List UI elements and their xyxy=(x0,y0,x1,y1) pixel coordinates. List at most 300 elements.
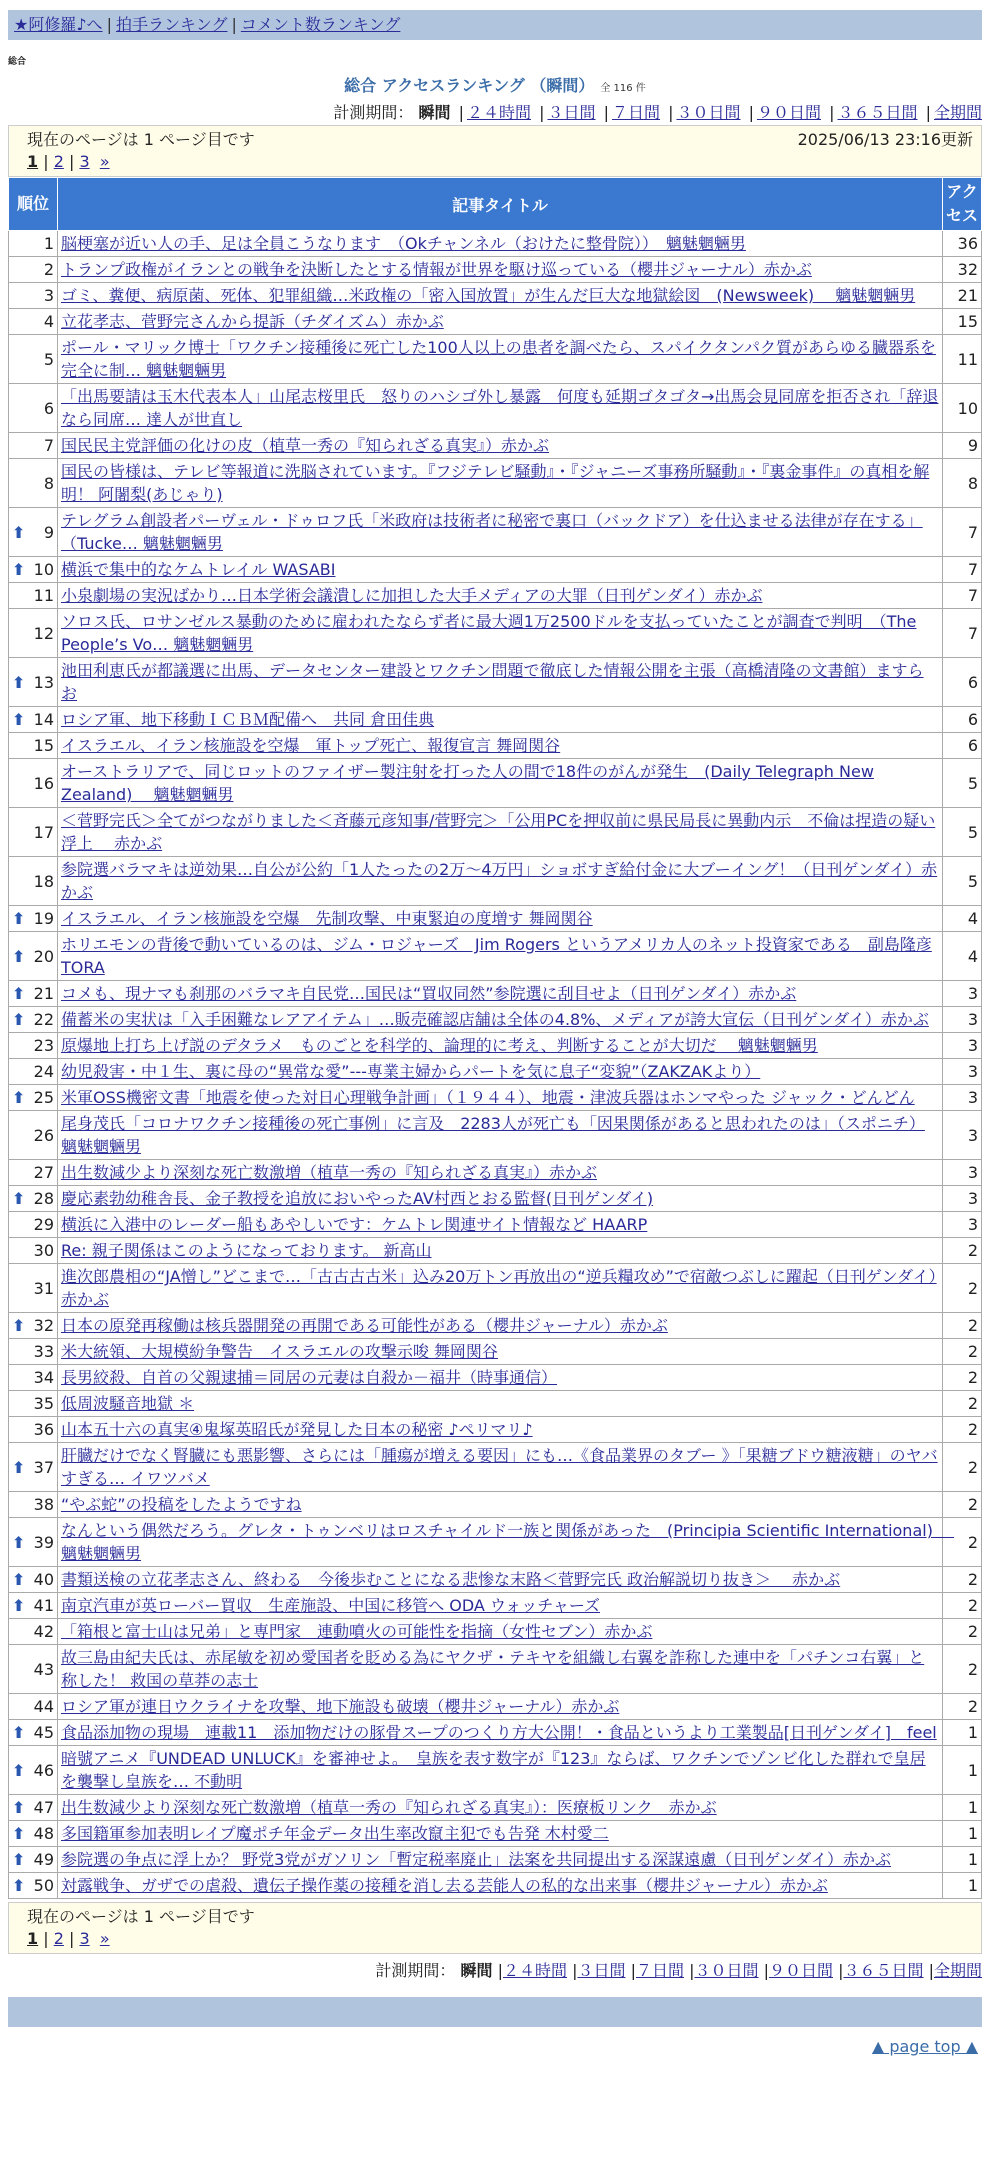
article-link[interactable]: 横浜に入港中のレーダー船もあやしいです：ケムトレ関連サイト情報など HAARP xyxy=(61,1215,648,1234)
table-row xyxy=(9,1645,982,1694)
access-count: 1 xyxy=(943,1847,982,1873)
rank-number: 16 xyxy=(33,773,54,793)
access-count: 3 xyxy=(943,1033,982,1059)
title-cell xyxy=(58,1186,943,1212)
access-count: 21 xyxy=(943,283,982,309)
rank-number: 26 xyxy=(33,1125,54,1145)
access-count: 5 xyxy=(943,808,982,857)
rank-number: 1 xyxy=(43,234,54,253)
period-current: 瞬間 xyxy=(418,103,451,122)
article-link[interactable]: テレグラム創設者パーヴェル・ドゥロフ氏「米政府は技術者に秘密で裏口（バックドア）を仕込ませる法律が存在する」（Tucke… 魑魅魍魎男 xyxy=(61,511,923,553)
rank-cell xyxy=(9,808,58,857)
arrow-up-icon: ⬆ xyxy=(12,1798,26,1817)
rank-number: 40 xyxy=(33,1570,54,1589)
home-link[interactable]: ★阿修羅♪へ xyxy=(14,15,103,34)
period-option[interactable]: ２４時間 xyxy=(466,103,531,122)
rank-cell xyxy=(9,1313,58,1339)
access-count: 10 xyxy=(943,384,982,433)
rank-number: 35 xyxy=(33,1394,54,1413)
table-row xyxy=(9,1417,982,1443)
title-cell xyxy=(58,1160,943,1186)
arrow-up-icon: ⬆ xyxy=(12,1876,26,1895)
period-option[interactable]: ７日間 xyxy=(635,1961,684,1980)
arrow-up-icon: ⬆ xyxy=(12,1723,26,1742)
article-link[interactable]: 慶応素勃幼稚舎長、金子教授を追放においやったAV村西とおる監督(日刊ゲンダイ) xyxy=(61,1189,654,1208)
rank-cell xyxy=(9,309,58,335)
article-link[interactable]: ゴミ、糞便、病原菌、死体、犯罪組織…米政権の「密入国放置」が生んだ巨大な地獄絵図 (Newsweek) 魑魅魍魎男 xyxy=(61,286,916,305)
pager-next[interactable]: » xyxy=(99,1929,110,1948)
title-cell xyxy=(58,1720,943,1746)
title-cell xyxy=(58,433,943,459)
rank-cell xyxy=(9,1593,58,1619)
rank-cell xyxy=(9,1746,58,1795)
article-link[interactable]: 「出馬要請は玉木代表本人」山尾志桜里氏 怒りのハシゴ外し暴露 何度も延期ゴタゴタ→出馬会見同席を拒否され「辞退なら同席… 達人が世直し xyxy=(61,387,939,429)
pager: 1 | 2 | 3 » xyxy=(27,1929,110,1948)
title-cell xyxy=(58,1873,943,1899)
table-row xyxy=(9,1391,982,1417)
article-link[interactable]: ホリエモンの背後で動いているのは、ジム・ロジャーズ Jim Rogers というアメリカ人のネット投資家である 副島隆彦 TORA xyxy=(61,935,932,977)
table-row xyxy=(9,231,982,257)
article-link[interactable]: 参院選の争点に浮上か？ 野党3党がガソリン「暫定税率廃止」法案を共同提出する深謀遠慮（日刊ゲンダイ）赤かぶ xyxy=(61,1850,891,1869)
access-count: 2 xyxy=(943,1417,982,1443)
table-row xyxy=(9,707,982,733)
rank-number: 30 xyxy=(33,1241,54,1260)
article-link[interactable]: 「箱根と富士山は兄弟」と専門家 連動噴火の可能性を指摘（女性セブン）赤かぶ xyxy=(61,1622,653,1641)
article-link[interactable]: 備蓄米の実状は「入手困難なレアアイテム」…販売確認店舗は全体の4.8%、メディアが誇大宣伝（日刊ゲンダイ）赤かぶ xyxy=(61,1010,929,1029)
arrow-up-icon: ⬆ xyxy=(12,1189,26,1208)
rank-cell xyxy=(9,1160,58,1186)
article-link[interactable]: 出生数減少より深刻な死亡数激増（植草一秀の『知られざる真実』）赤かぶ xyxy=(61,1163,598,1182)
article-link[interactable]: 進次郎農相の“JA憎し”どこまで…「古古古古米」込み20万トン再放出の“逆兵糧攻め”で宿敵つぶしに躍起（日刊ゲンダイ）赤かぶ xyxy=(61,1267,937,1309)
title-cell xyxy=(58,906,943,932)
page-top-link[interactable]: ▲ page top ▲ xyxy=(871,2037,978,2056)
table-row xyxy=(9,1238,982,1264)
article-link[interactable]: 横浜で集中的なケムトレイル WASABI xyxy=(61,560,336,579)
article-link[interactable]: 低周波騒音地獄 ＊ xyxy=(61,1394,195,1413)
table-row xyxy=(9,583,982,609)
pager-link[interactable]: 3 xyxy=(79,152,90,171)
table-row xyxy=(9,1619,982,1645)
title-cell xyxy=(58,557,943,583)
nav-separator: | xyxy=(231,15,237,34)
article-link[interactable]: 肝臓だけでなく腎臓にも悪影響、さらには「腫瘍が増える要因」にも…《食品業界のタブー 》「果糖ブドウ糖液糖」のヤバすぎる… イワツバメ xyxy=(61,1446,938,1488)
access-count: 6 xyxy=(943,707,982,733)
page-title: 総合 アクセスランキング （瞬間） xyxy=(344,76,595,95)
rank-number: 36 xyxy=(33,1420,54,1439)
access-count: 3 xyxy=(943,1085,982,1111)
rank-cell xyxy=(9,1212,58,1238)
table-row xyxy=(9,309,982,335)
table-row xyxy=(9,1518,982,1567)
access-count: 2 xyxy=(943,1264,982,1313)
rank-cell xyxy=(9,257,58,283)
title-cell xyxy=(58,1645,943,1694)
period-option[interactable]: ７日間 xyxy=(611,103,660,122)
access-count: 5 xyxy=(943,857,982,906)
period-current: 瞬間 xyxy=(460,1961,493,1980)
title-cell xyxy=(58,1085,943,1111)
title-cell xyxy=(58,1264,943,1313)
table-row xyxy=(9,1160,982,1186)
title-cell xyxy=(58,231,943,257)
table-row xyxy=(9,508,982,557)
title-cell xyxy=(58,583,943,609)
period-option[interactable]: ９０日間 xyxy=(768,1961,833,1980)
table-row xyxy=(9,1313,982,1339)
table-row xyxy=(9,808,982,857)
comment-ranking-link[interactable]: コメント数ランキング xyxy=(240,15,401,34)
title-cell xyxy=(58,1593,943,1619)
rank-number: 50 xyxy=(33,1876,54,1895)
rank-number: 29 xyxy=(33,1215,54,1234)
footer-bar xyxy=(8,1997,982,2027)
table-row xyxy=(9,1264,982,1313)
rank-number: 45 xyxy=(33,1723,54,1742)
applause-ranking-link[interactable]: 拍手ランキング xyxy=(115,15,228,34)
ranking-table xyxy=(8,177,982,1899)
rank-number: 49 xyxy=(33,1850,54,1869)
rank-cell xyxy=(9,508,58,557)
pager-current: 1 xyxy=(27,1929,39,1948)
title-cell xyxy=(58,384,943,433)
rank-cell xyxy=(9,1365,58,1391)
rank-cell xyxy=(9,231,58,257)
updated-timestamp: 2025/06/13 23:16更新 xyxy=(797,130,973,149)
article-link[interactable]: 尾身茂氏「コロナワクチン接種後の死亡事例」に言及 2283人が死亡も「因果関係があると思われたのは」（スポニチ）魑魅魍魎男 xyxy=(61,1114,925,1156)
table-row xyxy=(9,1443,982,1492)
access-count: 2 xyxy=(943,1567,982,1593)
access-count: 7 xyxy=(943,609,982,658)
rank-header: 順位 xyxy=(9,178,58,231)
article-link[interactable]: 山本五十六の真実④鬼塚英昭氏が発見した日本の秘密 ♪ペリマリ♪ xyxy=(61,1420,533,1439)
arrow-up-icon: ⬆ xyxy=(12,1088,26,1107)
pager-next[interactable]: » xyxy=(99,152,110,171)
title-cell xyxy=(58,808,943,857)
rank-number: 31 xyxy=(33,1278,54,1298)
article-link[interactable]: トランプ政権がイランとの戦争を決断したとする情報が世界を駆け巡っている（櫻井ジャーナル）赤かぶ xyxy=(61,260,812,279)
rank-cell xyxy=(9,707,58,733)
rank-cell xyxy=(9,1417,58,1443)
access-count: 6 xyxy=(943,658,982,707)
article-link[interactable]: ロシア軍が連日ウクライナを攻撃、地下施設も破壊（櫻井ジャーナル）赤かぶ xyxy=(61,1697,620,1716)
rank-cell xyxy=(9,1007,58,1033)
pager: 1 | 2 | 3 » xyxy=(27,152,110,171)
article-link[interactable]: ＜菅野完氏＞全てがつながりました＜斉藤元彦知事/菅野完＞「公用PCを押収前に県民局長に異動内示 不倫は捏造の疑い浮上 赤かぶ xyxy=(61,811,936,853)
table-row xyxy=(9,459,982,508)
rank-number: 43 xyxy=(33,1659,54,1679)
table-header-row xyxy=(9,178,982,231)
title-cell xyxy=(58,1619,943,1645)
access-count: 36 xyxy=(943,231,982,257)
period-option[interactable]: ３６５日間 xyxy=(843,1961,924,1980)
arrow-up-icon: ⬆ xyxy=(12,522,26,542)
rank-cell xyxy=(9,1085,58,1111)
access-count: 2 xyxy=(943,1391,982,1417)
rank-number: 32 xyxy=(33,1316,54,1335)
access-count: 6 xyxy=(943,733,982,759)
page xyxy=(8,10,982,2056)
table-row xyxy=(9,335,982,384)
access-count: 3 xyxy=(943,1007,982,1033)
title-cell xyxy=(58,309,943,335)
table-row xyxy=(9,1746,982,1795)
rank-number: 25 xyxy=(33,1088,54,1107)
rank-number: 41 xyxy=(33,1596,54,1615)
table-row xyxy=(9,981,982,1007)
article-link[interactable]: 国民の皆様は、テレビ等報道に洗脳されています。『フジテレビ騒動』・『ジャニーズ事務所騒動』・『裏金事件』の真相を解明！ 阿闍梨(あじゃり) xyxy=(61,462,930,504)
arrow-up-icon: ⬆ xyxy=(12,560,26,579)
rank-cell xyxy=(9,583,58,609)
table-row xyxy=(9,1059,982,1085)
article-link[interactable]: 故三島由紀夫氏は、赤尾敏を初め愛国者を貶める為にヤクザ・テキヤを組織し右翼を詐称した連中を「パチンコ右翼」と称した！ 救国の草莽の志士 xyxy=(61,1648,925,1690)
rank-number: 3 xyxy=(43,286,54,305)
access-count: 7 xyxy=(943,583,982,609)
arrow-up-icon: ⬆ xyxy=(12,1532,26,1552)
rank-cell xyxy=(9,1264,58,1313)
arrow-up-icon: ⬆ xyxy=(12,1570,26,1589)
access-count: 8 xyxy=(943,459,982,508)
table-row xyxy=(9,1873,982,1899)
rank-cell xyxy=(9,1795,58,1821)
article-link[interactable]: 池田利恵氏が都議選に出馬、データセンター建設とワクチン問題で徹底した情報公開を主張（高橋清隆の文書館）ますらお xyxy=(61,661,924,703)
article-link[interactable]: 参院選バラマキは逆効果…自公が公約「1人たったの2万～4万円」ショボすぎ給付金に大ブーイング！（日刊ゲンダイ）赤かぶ xyxy=(61,860,938,902)
title-cell xyxy=(58,1518,955,1567)
current-page-text: 現在のページは 1 ページ目です xyxy=(27,1907,255,1926)
article-link[interactable]: 米軍OSS機密文書「地震を使った対日心理戦争計画」（１９４４）、地震・津波兵器はホンマやった ジャック・どんどん xyxy=(61,1088,915,1107)
rank-number: 46 xyxy=(33,1760,54,1780)
access-count: 1 xyxy=(943,1746,982,1795)
page-heading xyxy=(8,73,982,96)
period-selector-bottom: 計測期間： 瞬間 |２４時間 |３日間 |７日間 |３０日間 |９０日間 |３６５日間 |全期間 xyxy=(375,1961,982,1980)
access-count: 2 xyxy=(943,1593,982,1619)
table-row xyxy=(9,1339,982,1365)
title-cell xyxy=(58,759,943,808)
period-option[interactable]: ３０日間 xyxy=(676,103,741,122)
period-option[interactable]: ３日間 xyxy=(547,103,596,122)
rank-cell xyxy=(9,1111,58,1160)
rank-cell xyxy=(9,1186,58,1212)
article-link[interactable]: 小泉劇場の実況ばかり…日本学術会議潰しに加担した大手メディアの大罪（日刊ゲンダイ）赤かぶ xyxy=(61,586,763,605)
rank-number: 7 xyxy=(43,436,54,455)
article-link[interactable]: 多国籍軍参加表明レイプ魔ポチ年金データ出生率改竄主犯でも告発 木村愛二 xyxy=(61,1824,609,1843)
article-link[interactable]: イスラエル、イラン核施設を空爆 先制攻撃、中東緊迫の度増す 舞岡関谷 xyxy=(61,909,593,928)
article-link[interactable]: 米大統領、大規模紛争警告 イスラエルの攻撃示唆 舞岡関谷 xyxy=(61,1342,498,1361)
title-cell xyxy=(58,981,943,1007)
title-cell xyxy=(58,335,943,384)
pager-link[interactable]: 3 xyxy=(79,1929,90,1948)
rank-number: 22 xyxy=(33,1010,54,1029)
article-link[interactable]: 幼児殺害・中１生、裏に母の“異常な愛”---専業主婦からパートを気に息子“変貌”（ZAKZAKより） xyxy=(61,1062,761,1081)
table-row xyxy=(9,1085,982,1111)
rank-number: 42 xyxy=(33,1622,54,1641)
title-cell xyxy=(58,1391,943,1417)
rank-cell xyxy=(9,609,58,658)
access-count: 2 xyxy=(943,1443,982,1492)
rank-cell xyxy=(9,932,58,981)
table-row xyxy=(9,283,982,309)
rank-cell xyxy=(9,1339,58,1365)
article-link[interactable]: 書類送検の立花孝志さん、終わる 今後歩むことになる悲惨な末路＜菅野完氏 政治解説切り抜き＞ 赤かぶ xyxy=(61,1570,841,1589)
arrow-up-icon: ⬆ xyxy=(12,984,26,1003)
access-count: 1 xyxy=(943,1873,982,1899)
title-cell xyxy=(58,1111,943,1160)
title-cell xyxy=(58,1821,943,1847)
article-link[interactable]: 出生数減少より深刻な死亡数激増（植草一秀の『知られざる真実』）：医療板リンク 赤かぶ xyxy=(61,1798,717,1817)
title-header: 記事タイトル xyxy=(58,178,943,231)
title-cell xyxy=(58,857,943,906)
title-cell xyxy=(58,733,943,759)
rank-cell xyxy=(9,981,58,1007)
rank-number: 14 xyxy=(33,710,54,729)
rank-number: 17 xyxy=(33,822,54,842)
title-cell xyxy=(58,257,943,283)
nav-separator: | xyxy=(106,15,112,34)
arrow-up-icon: ⬆ xyxy=(12,1760,26,1780)
rank-cell xyxy=(9,1492,58,1518)
access-count: 3 xyxy=(943,981,982,1007)
title-cell xyxy=(58,1417,943,1443)
access-count: 3 xyxy=(943,1160,982,1186)
article-link[interactable]: 対露戦争、ガザでの虐殺、遺伝子操作薬の接種を消し去る芸能人の私的な出来事（櫻井ジャーナル）赤かぶ xyxy=(61,1876,828,1895)
period-option[interactable]: ３日間 xyxy=(577,1961,626,1980)
period-option[interactable]: 全期間 xyxy=(933,103,982,122)
rank-number: 20 xyxy=(33,946,54,966)
article-link[interactable]: コメも、現ナマも刹那のバラマキ自民党…国民は“買収同然”参院選に刮目せよ（日刊ゲンダイ）赤かぶ xyxy=(61,984,797,1003)
title-cell xyxy=(58,609,943,658)
article-link[interactable]: ソロス氏、ロサンゼルス暴動のために雇われたならず者に最大週1万2500ドルを支払っていたことが調査で判明 （The People’s Vo… 魑魅魍魎男 xyxy=(61,612,917,654)
access-count: 7 xyxy=(943,508,982,557)
arrow-up-icon: ⬆ xyxy=(12,672,26,692)
table-row xyxy=(9,658,982,707)
rank-cell xyxy=(9,1518,58,1567)
article-link[interactable]: 暗號アニメ『UNDEAD UNLUCK』を審神せよ。 皇族を表す数字が『123』ならば、ワクチンでゾンビ化した群れで皇居を襲撃し皇族を… 不動明 xyxy=(61,1749,926,1791)
article-link[interactable]: 食品添加物の現場 連載11 添加物だけの豚骨スープのつくり方大公開！・食品というより工業製品[日刊ゲンダイ] feel xyxy=(61,1723,937,1742)
access-count: 2 xyxy=(943,1238,982,1264)
access-count: 2 xyxy=(943,1518,982,1567)
access-count: 1 xyxy=(943,1795,982,1821)
table-row xyxy=(9,1847,982,1873)
period-option[interactable]: ３０日間 xyxy=(694,1961,759,1980)
rank-number: 2 xyxy=(43,260,54,279)
table-row xyxy=(9,1492,982,1518)
article-link[interactable]: 脳梗塞が近い人の手、足は全員こうなります （Okチャンネル（おけたに整骨院）） 魑魅魍魎男 xyxy=(61,234,746,253)
rank-cell xyxy=(9,283,58,309)
arrow-up-icon: ⬆ xyxy=(12,1316,26,1335)
title-cell xyxy=(58,1847,943,1873)
article-link[interactable]: ロシア軍、地下移動ＩＣＢＭ配備へ 共同 倉田佳典 xyxy=(61,710,435,729)
access-count: 2 xyxy=(943,1365,982,1391)
article-link[interactable]: オーストラリアで、同じロットのファイザー製注射を打った人の間で18件のがんが発生 (Daily Telegraph New Zealand) 魑魅魍魎男 xyxy=(61,762,874,804)
rank-cell xyxy=(9,1619,58,1645)
title-cell xyxy=(58,1059,943,1085)
page-top xyxy=(8,2037,982,2056)
article-link[interactable]: 原爆地上打ち上げ説のデタラメ ものごとを科学的、論理的に考え、判断することが大切だ 魑魅魍魎男 xyxy=(61,1036,818,1055)
article-link[interactable]: イスラエル、イラン核施設を空爆 軍トップ死亡、報復宣言 舞岡関谷 xyxy=(61,736,561,755)
article-link[interactable]: 南京汽車が英ローバー買収 生産施設、中国に移管へ ODA ウォッチャーズ xyxy=(61,1596,601,1615)
article-link[interactable]: Re: 親子関係はこのようになっております。 新高山 xyxy=(61,1241,432,1260)
pager-link[interactable]: 2 xyxy=(53,1929,64,1948)
article-link[interactable]: 長男絞殺、自首の父親逮捕＝同居の元妻は自殺か－福井（時事通信） xyxy=(61,1368,558,1387)
article-link[interactable]: 国民民主党評価の化けの皮（植草一秀の『知られざる真実』）赤かぶ xyxy=(61,436,550,455)
arrow-up-icon: ⬆ xyxy=(12,909,26,928)
article-link[interactable]: ポール・マリック博士「ワクチン接種後に死亡した100人以上の患者を調べたら、スパイクタンパク質があらゆる臓器系を完全に制… 魑魅魍魎男 xyxy=(61,338,937,380)
rank-number: 39 xyxy=(33,1532,54,1552)
access-count: 2 xyxy=(943,1492,982,1518)
rank-number: 27 xyxy=(33,1163,54,1182)
access-count: 5 xyxy=(943,759,982,808)
rank-cell xyxy=(9,906,58,932)
rank-cell xyxy=(9,658,58,707)
rank-cell xyxy=(9,557,58,583)
title-cell xyxy=(58,1313,943,1339)
rank-cell xyxy=(9,1567,58,1593)
access-count: 2 xyxy=(943,1694,982,1720)
rank-cell xyxy=(9,1821,58,1847)
title-cell xyxy=(58,1238,943,1264)
rank-number: 28 xyxy=(33,1189,54,1208)
access-count: 2 xyxy=(943,1619,982,1645)
rank-cell xyxy=(9,433,58,459)
rank-cell xyxy=(9,335,58,384)
table-row xyxy=(9,1567,982,1593)
rank-number: 8 xyxy=(43,473,54,493)
arrow-up-icon: ⬆ xyxy=(12,1010,26,1029)
period-option[interactable]: ２４時間 xyxy=(502,1961,567,1980)
rank-number: 21 xyxy=(33,984,54,1003)
title-cell xyxy=(58,459,943,508)
access-count: 3 xyxy=(943,1111,982,1160)
title-cell xyxy=(58,1007,943,1033)
article-link[interactable]: 立花孝志、菅野完さんから提訴（チダイズム）赤かぶ xyxy=(61,312,444,331)
period-option[interactable]: ３６５日間 xyxy=(837,103,918,122)
rank-cell xyxy=(9,733,58,759)
table-row xyxy=(9,759,982,808)
article-link[interactable]: なんという偶然だろう。グレタ・トゥンベリはロスチャイルド一族と関係があった (Principia Scientific International) 魑魅魍魎男 xyxy=(61,1521,955,1563)
article-link[interactable]: 日本の原発再稼働は核兵器開発の再開である可能性がある（櫻井ジャーナル）赤かぶ xyxy=(61,1316,668,1335)
table-row xyxy=(9,733,982,759)
count-header: アクセス xyxy=(943,178,982,231)
period-label: 計測期間： xyxy=(333,103,414,122)
access-count: 2 xyxy=(943,1645,982,1694)
rank-number: 24 xyxy=(33,1062,54,1081)
period-selector: 計測期間： 瞬間 | ２４時間 | ３日間 | ７日間 | ３０日間 | ９０日間 | ３６５日間 | 全期間 xyxy=(333,103,982,122)
arrow-up-icon: ⬆ xyxy=(12,1850,26,1869)
access-count: 1 xyxy=(943,1720,982,1746)
table-row xyxy=(9,1365,982,1391)
rank-number: 37 xyxy=(33,1457,54,1477)
table-row xyxy=(9,932,982,981)
title-cell xyxy=(58,1033,943,1059)
rank-number: 47 xyxy=(33,1798,54,1817)
pager-current: 1 xyxy=(27,152,39,171)
table-row xyxy=(9,1795,982,1821)
rank-number: 6 xyxy=(43,398,54,418)
rank-number: 11 xyxy=(33,586,54,605)
table-row xyxy=(9,1593,982,1619)
pager-link[interactable]: 2 xyxy=(53,152,64,171)
period-option[interactable]: ９０日間 xyxy=(756,103,821,122)
arrow-up-icon: ⬆ xyxy=(12,1457,26,1477)
rank-cell xyxy=(9,1391,58,1417)
rank-cell xyxy=(9,1645,58,1694)
table-row xyxy=(9,857,982,906)
rank-cell xyxy=(9,1694,58,1720)
article-link[interactable]: “やぶ蛇”の投稿をしたようですね xyxy=(61,1495,302,1514)
rank-number: 33 xyxy=(33,1342,54,1361)
period-label: 計測期間： xyxy=(375,1961,456,1980)
period-option[interactable]: 全期間 xyxy=(933,1961,982,1980)
access-count: 2 xyxy=(943,1313,982,1339)
